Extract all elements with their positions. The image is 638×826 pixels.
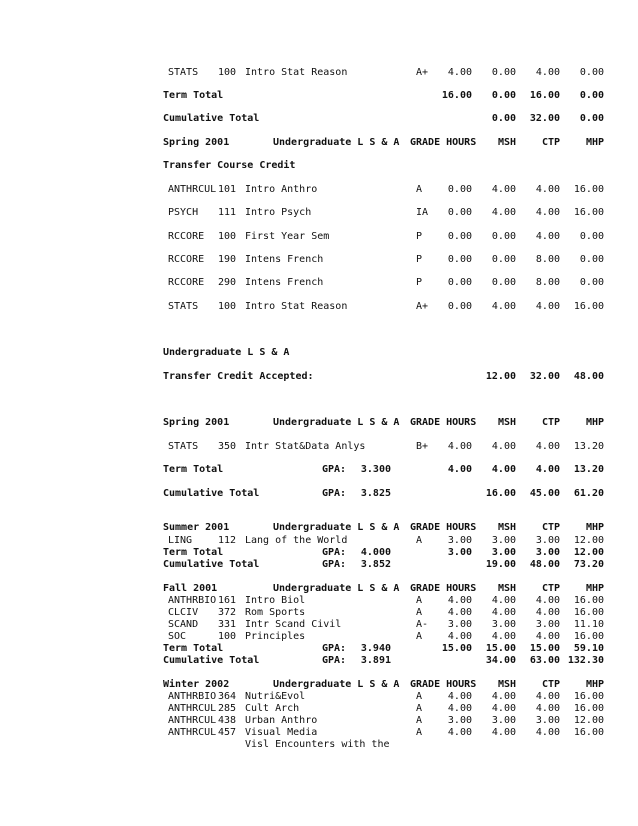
- course-subject: PSYCH: [168, 207, 199, 218]
- course-grade: A: [416, 595, 423, 606]
- gpa-label: GPA:: [322, 655, 347, 666]
- cumulative-total-row: [0, 112, 638, 125]
- course-ctp: 4.00: [535, 595, 560, 606]
- term-header-row: [0, 521, 638, 534]
- course-subject: SOC: [168, 631, 187, 642]
- term-name: Spring 2001: [163, 417, 230, 428]
- course-title: Rom Sports: [245, 607, 306, 618]
- grade-hours-header: GRADE HOURS: [410, 137, 477, 148]
- gpa-label: GPA:: [322, 464, 347, 475]
- course-grade: P: [416, 277, 423, 288]
- course-subject: ANTHRBIO: [168, 691, 217, 702]
- course-grade: A: [416, 715, 423, 726]
- transfer-course-row: [0, 206, 638, 219]
- term-total-label: Term Total: [163, 643, 224, 654]
- course-subject: ANTHRBIO: [168, 595, 217, 606]
- course-title: Principles: [245, 631, 306, 642]
- course-hours: 3.00: [447, 535, 472, 546]
- gpa-label: GPA:: [322, 547, 347, 558]
- undergrad-label-row: [0, 346, 638, 359]
- gpa-label: GPA:: [322, 643, 347, 654]
- course-subject: ANTHRCUL: [168, 727, 217, 738]
- course-msh: 4.00: [491, 441, 516, 452]
- course-mhp: 11.10: [573, 619, 604, 630]
- transfer-course-row: [0, 276, 638, 289]
- course-ctp: 3.00: [535, 535, 560, 546]
- institution-label: Undergraduate L S & A: [273, 522, 400, 533]
- course-number: 100: [218, 631, 237, 642]
- course-hours: 4.00: [447, 727, 472, 738]
- course-subject: ANTHRCUL: [168, 715, 217, 726]
- course-ctp: 4.00: [535, 207, 560, 218]
- transfer-accepted-label: Transfer Credit Accepted:: [163, 371, 314, 382]
- term-total-mhp: 0.00: [579, 90, 604, 101]
- course-subject: RCCORE: [168, 254, 205, 265]
- gpa-value: 3.891: [360, 655, 391, 666]
- cumulative-total-label: Cumulative Total: [163, 113, 260, 124]
- course-msh: 0.00: [491, 231, 516, 242]
- course-title: Intens French: [245, 254, 324, 265]
- ctp-header: CTP: [541, 679, 560, 690]
- cumulative-msh: 0.00: [491, 113, 516, 124]
- course-title: Lang of the World: [245, 535, 348, 546]
- course-msh: 0.00: [491, 277, 516, 288]
- term-total-ctp: 3.00: [535, 547, 560, 558]
- course-mhp: 16.00: [573, 207, 604, 218]
- course-subject: SCAND: [168, 619, 199, 630]
- course-subject: LING: [168, 535, 193, 546]
- course-number: 161: [218, 595, 237, 606]
- course-msh: 3.00: [491, 619, 516, 630]
- course-hours: 0.00: [447, 301, 472, 312]
- course-mhp: 0.00: [579, 277, 604, 288]
- undergrad-label: Undergraduate L S & A: [163, 347, 290, 358]
- course-ctp: 4.00: [535, 184, 560, 195]
- course-title: Visual Media: [245, 727, 318, 738]
- course-number: 350: [218, 441, 237, 452]
- course-msh: 4.00: [491, 607, 516, 618]
- transfer-accepted-row: [0, 370, 638, 383]
- term-total-msh: 3.00: [491, 547, 516, 558]
- term-total-ctp: 16.00: [529, 90, 560, 101]
- course-grade: IA: [416, 207, 429, 218]
- course-number: 101: [218, 184, 237, 195]
- msh-header: MSH: [497, 679, 516, 690]
- course-grade: A+: [416, 301, 429, 312]
- course-title: Intr Stat&Data Anlys: [245, 441, 366, 452]
- transfer-accepted-mhp: 48.00: [573, 371, 604, 382]
- cumulative-total-label: Cumulative Total: [163, 559, 260, 570]
- term-total-row: [0, 463, 638, 476]
- course-ctp: 4.00: [535, 691, 560, 702]
- course-number: 457: [218, 727, 237, 738]
- course-number: 100: [218, 67, 237, 78]
- cumulative-total-row: [0, 487, 638, 500]
- course-ctp: 4.00: [535, 301, 560, 312]
- cumulative-ctp: 45.00: [529, 488, 560, 499]
- term-total-msh: 0.00: [491, 90, 516, 101]
- course-msh: 4.00: [491, 727, 516, 738]
- grade-hours-header: GRADE HOURS: [410, 679, 477, 690]
- course-ctp: 4.00: [535, 67, 560, 78]
- course-title: First Year Sem: [245, 231, 330, 242]
- course-hours: 0.00: [447, 254, 472, 265]
- cumulative-total-label: Cumulative Total: [163, 655, 260, 666]
- course-subject: ANTHRCUL: [168, 184, 217, 195]
- course-ctp: 4.00: [535, 631, 560, 642]
- course-title: Urban Anthro: [245, 715, 318, 726]
- transfer-course-row: [0, 300, 638, 313]
- term-total-ctp: 15.00: [529, 643, 560, 654]
- institution-label: Undergraduate L S & A: [273, 137, 400, 148]
- course-subject: STATS: [168, 441, 199, 452]
- term-total-row: [0, 89, 638, 102]
- course-grade: P: [416, 254, 423, 265]
- term-total-hours: 16.00: [441, 90, 472, 101]
- course-mhp: 16.00: [573, 301, 604, 312]
- course-subject: STATS: [168, 67, 199, 78]
- cumulative-mhp: 132.30: [567, 655, 604, 666]
- course-hours: 4.00: [447, 595, 472, 606]
- course-msh: 0.00: [491, 254, 516, 265]
- course-subject: STATS: [168, 301, 199, 312]
- course-grade: A: [416, 535, 423, 546]
- term-total-label: Term Total: [163, 547, 224, 558]
- msh-header: MSH: [497, 137, 516, 148]
- cumulative-msh: 19.00: [485, 559, 516, 570]
- institution-label: Undergraduate L S & A: [273, 583, 400, 594]
- course-ctp: 4.00: [535, 703, 560, 714]
- term-total-mhp: 59.10: [573, 643, 604, 654]
- course-msh: 4.00: [491, 184, 516, 195]
- course-mhp: 16.00: [573, 607, 604, 618]
- gpa-value: 3.852: [360, 559, 391, 570]
- course-msh: 0.00: [491, 67, 516, 78]
- msh-header: MSH: [497, 522, 516, 533]
- term-name: Spring 2001: [163, 137, 230, 148]
- course-number: 438: [218, 715, 237, 726]
- course-title: Cult Arch: [245, 703, 300, 714]
- course-number: 285: [218, 703, 237, 714]
- course-grade: A: [416, 607, 423, 618]
- course-hours: 4.00: [447, 703, 472, 714]
- course-ctp: 3.00: [535, 619, 560, 630]
- course-title: Intro Anthro: [245, 184, 318, 195]
- course-mhp: 16.00: [573, 595, 604, 606]
- gpa-value: 3.825: [360, 488, 391, 499]
- term-header-row: [0, 136, 638, 149]
- course-row: [0, 440, 638, 453]
- mhp-header: MHP: [585, 522, 604, 533]
- course-hours: 4.00: [447, 441, 472, 452]
- course-grade: A: [416, 184, 423, 195]
- course-subject: ANTHRCUL: [168, 703, 217, 714]
- transfer-course-row: [0, 230, 638, 243]
- course-number: 112: [218, 535, 237, 546]
- course-msh: 3.00: [491, 535, 516, 546]
- term-total-mhp: 12.00: [573, 547, 604, 558]
- course-msh: 4.00: [491, 301, 516, 312]
- course-hours: 4.00: [447, 67, 472, 78]
- term-total-label: Term Total: [163, 90, 224, 101]
- mhp-header: MHP: [585, 137, 604, 148]
- grade-hours-header: GRADE HOURS: [410, 417, 477, 428]
- term-total-hours: 15.00: [441, 643, 472, 654]
- transfer-credit-label: Transfer Course Credit: [163, 160, 296, 171]
- mhp-header: MHP: [585, 417, 604, 428]
- term-total-msh: 4.00: [491, 464, 516, 475]
- course-title: Intro Stat Reason: [245, 301, 348, 312]
- course-grade: A: [416, 703, 423, 714]
- course-number: 190: [218, 254, 237, 265]
- course-mhp: 12.00: [573, 535, 604, 546]
- gpa-label: GPA:: [322, 559, 347, 570]
- grade-hours-header: GRADE HOURS: [410, 583, 477, 594]
- course-grade: A: [416, 727, 423, 738]
- course-msh: 4.00: [491, 703, 516, 714]
- course-number: 100: [218, 231, 237, 242]
- term-name: Summer 2001: [163, 522, 230, 533]
- msh-header: MSH: [497, 417, 516, 428]
- term-total-ctp: 4.00: [535, 464, 560, 475]
- cumulative-mhp: 73.20: [573, 559, 604, 570]
- course-hours: 4.00: [447, 631, 472, 642]
- course-mhp: 0.00: [579, 231, 604, 242]
- course-msh: 3.00: [491, 715, 516, 726]
- course-hours: 0.00: [447, 277, 472, 288]
- course-title: Intens French: [245, 277, 324, 288]
- transfer-course-row: [0, 183, 638, 196]
- course-hours: 4.00: [447, 607, 472, 618]
- course-mhp: 16.00: [573, 703, 604, 714]
- course-subject: CLCIV: [168, 607, 199, 618]
- course-mhp: 13.20: [573, 441, 604, 452]
- course-msh: 4.00: [491, 595, 516, 606]
- cumulative-total-row: [0, 654, 638, 667]
- cumulative-ctp: 32.00: [529, 113, 560, 124]
- mhp-header: MHP: [585, 679, 604, 690]
- gpa-label: GPA:: [322, 488, 347, 499]
- term-total-label: Term Total: [163, 464, 224, 475]
- ctp-header: CTP: [541, 417, 560, 428]
- course-mhp: 12.00: [573, 715, 604, 726]
- course-ctp: 4.00: [535, 441, 560, 452]
- course-title: Intro Psych: [245, 207, 312, 218]
- course-subject: RCCORE: [168, 277, 205, 288]
- course-hours: 3.00: [447, 715, 472, 726]
- cumulative-mhp: 0.00: [579, 113, 604, 124]
- term-total-hours: 3.00: [447, 547, 472, 558]
- course-grade: P: [416, 231, 423, 242]
- course-subject: RCCORE: [168, 231, 205, 242]
- gpa-value: 4.000: [360, 547, 391, 558]
- ctp-header: CTP: [541, 137, 560, 148]
- term-total-mhp: 13.20: [573, 464, 604, 475]
- course-title: Nutri&Evol: [245, 691, 306, 702]
- course-title-continuation: Visl Encounters with the: [245, 739, 390, 750]
- course-number: 290: [218, 277, 237, 288]
- ctp-header: CTP: [541, 583, 560, 594]
- course-number: 364: [218, 691, 237, 702]
- course-mhp: 16.00: [573, 184, 604, 195]
- course-number: 100: [218, 301, 237, 312]
- course-title: Intr Scand Civil: [245, 619, 342, 630]
- course-hours: 0.00: [447, 184, 472, 195]
- course-grade: A: [416, 691, 423, 702]
- term-name: Fall 2001: [163, 583, 218, 594]
- course-mhp: 16.00: [573, 691, 604, 702]
- course-title-continuation-row: [0, 738, 638, 751]
- course-msh: 4.00: [491, 207, 516, 218]
- transfer-credit-heading: [0, 159, 638, 172]
- course-grade: B+: [416, 441, 429, 452]
- course-number: 372: [218, 607, 237, 618]
- gpa-value: 3.940: [360, 643, 391, 654]
- course-ctp: 4.00: [535, 231, 560, 242]
- course-number: 331: [218, 619, 237, 630]
- course-msh: 4.00: [491, 631, 516, 642]
- cumulative-ctp: 48.00: [529, 559, 560, 570]
- cumulative-mhp: 61.20: [573, 488, 604, 499]
- course-mhp: 16.00: [573, 631, 604, 642]
- msh-header: MSH: [497, 583, 516, 594]
- transfer-course-row: [0, 253, 638, 266]
- course-title: Intro Biol: [245, 595, 306, 606]
- course-grade: A-: [416, 619, 429, 630]
- course-ctp: 3.00: [535, 715, 560, 726]
- cumulative-total-label: Cumulative Total: [163, 488, 260, 499]
- course-title: Intro Stat Reason: [245, 67, 348, 78]
- transfer-accepted-ctp: 32.00: [529, 371, 560, 382]
- course-hours: 0.00: [447, 231, 472, 242]
- course-grade: A: [416, 631, 423, 642]
- course-mhp: 0.00: [579, 254, 604, 265]
- gpa-value: 3.300: [360, 464, 391, 475]
- cumulative-msh: 16.00: [485, 488, 516, 499]
- course-number: 111: [218, 207, 237, 218]
- term-total-hours: 4.00: [447, 464, 472, 475]
- grade-hours-header: GRADE HOURS: [410, 522, 477, 533]
- course-hours: 4.00: [447, 691, 472, 702]
- mhp-header: MHP: [585, 583, 604, 594]
- transfer-accepted-msh: 12.00: [485, 371, 516, 382]
- term-name: Winter 2002: [163, 679, 230, 690]
- course-mhp: 16.00: [573, 727, 604, 738]
- course-ctp: 4.00: [535, 727, 560, 738]
- course-hours: 0.00: [447, 207, 472, 218]
- course-grade: A+: [416, 67, 429, 78]
- course-ctp: 8.00: [535, 254, 560, 265]
- term-header-row: [0, 416, 638, 429]
- ctp-header: CTP: [541, 522, 560, 533]
- institution-label: Undergraduate L S & A: [273, 679, 400, 690]
- course-hours: 3.00: [447, 619, 472, 630]
- course-row: [0, 66, 638, 79]
- cumulative-msh: 34.00: [485, 655, 516, 666]
- cumulative-ctp: 63.00: [529, 655, 560, 666]
- course-ctp: 4.00: [535, 607, 560, 618]
- institution-label: Undergraduate L S & A: [273, 417, 400, 428]
- course-msh: 4.00: [491, 691, 516, 702]
- course-ctp: 8.00: [535, 277, 560, 288]
- term-total-msh: 15.00: [485, 643, 516, 654]
- course-mhp: 0.00: [579, 67, 604, 78]
- cumulative-total-row: [0, 558, 638, 571]
